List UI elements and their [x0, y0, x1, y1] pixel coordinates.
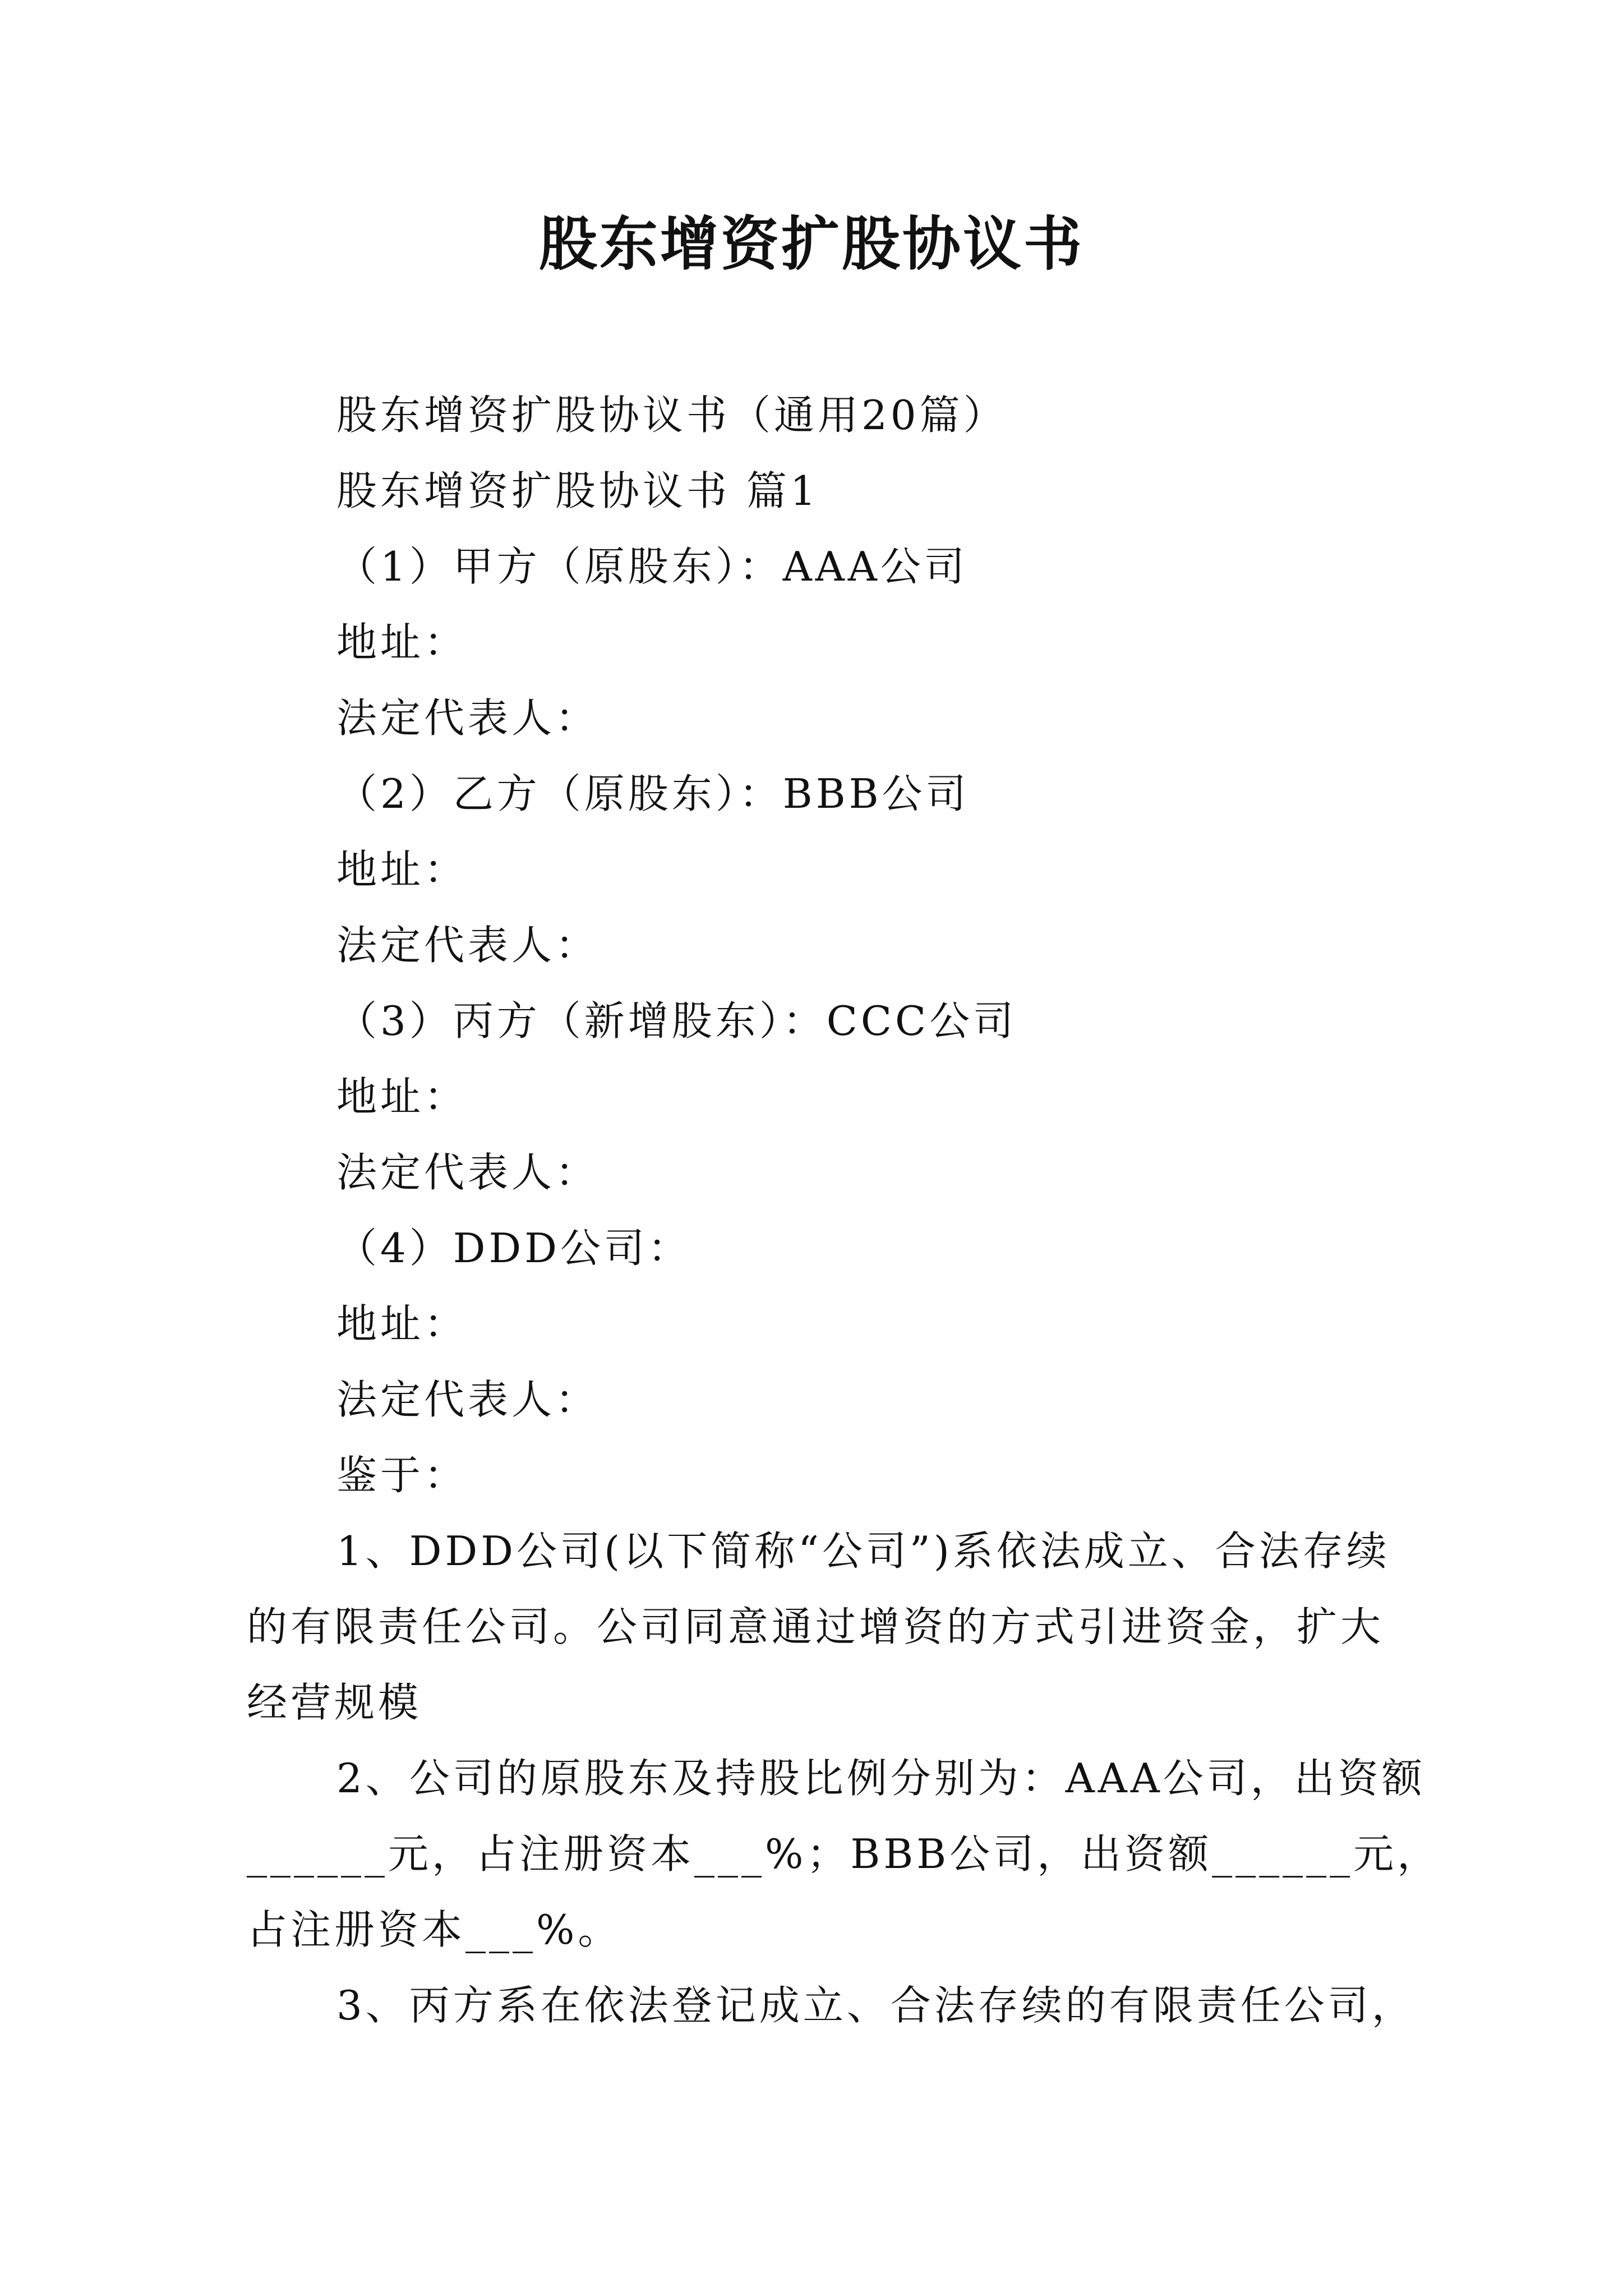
- party-d-representative: 法定代表人：: [336, 1376, 600, 1423]
- party-b-line: （2）乙方（原股东）：BBB公司: [336, 770, 970, 817]
- party-b-address: 地址：: [336, 846, 468, 893]
- subtitle-line: 股东增资扩股协议书（通用20篇）: [336, 392, 1007, 439]
- party-d-line: （4）DDD公司：: [336, 1225, 691, 1272]
- section-heading: 股东增资扩股协议书 篇1: [336, 467, 819, 514]
- whereas-heading: 鉴于：: [336, 1452, 468, 1499]
- party-c-line: （3）丙方（新增股东）：CCC公司: [336, 997, 1017, 1045]
- party-c-representative: 法定代表人：: [336, 1149, 600, 1196]
- document-title: 股东增资扩股协议书: [538, 209, 1084, 278]
- party-a-address: 地址：: [336, 619, 468, 666]
- party-a-representative: 法定代表人：: [336, 694, 600, 742]
- party-c-address: 地址：: [336, 1073, 468, 1120]
- clause-2-line-2: ______元，占注册资本___%；BBB公司，出资额______元，: [247, 1830, 1441, 1878]
- party-b-representative: 法定代表人：: [336, 922, 600, 969]
- clause-1-line-2: 的有限责任公司。公司同意通过增资的方式引进资金，扩大: [247, 1603, 1385, 1650]
- clause-3-line-1: 3、丙方系在依法登记成立、合法存续的有限责任公司，: [336, 1982, 1415, 2029]
- clause-1-line-3: 经营规模: [247, 1679, 422, 1726]
- clause-2-line-1: 2、公司的原股东及持股比例分别为：AAA公司，出资额: [336, 1755, 1426, 1802]
- party-a-line: （1）甲方（原股东）：AAA公司: [336, 543, 968, 590]
- clause-2-line-3: 占注册资本___%。: [247, 1906, 622, 1953]
- clause-1-line-1: 1、DDD公司(以下简称“公司”)系依法成立、合法存续: [336, 1527, 1390, 1575]
- party-d-address: 地址：: [336, 1300, 468, 1347]
